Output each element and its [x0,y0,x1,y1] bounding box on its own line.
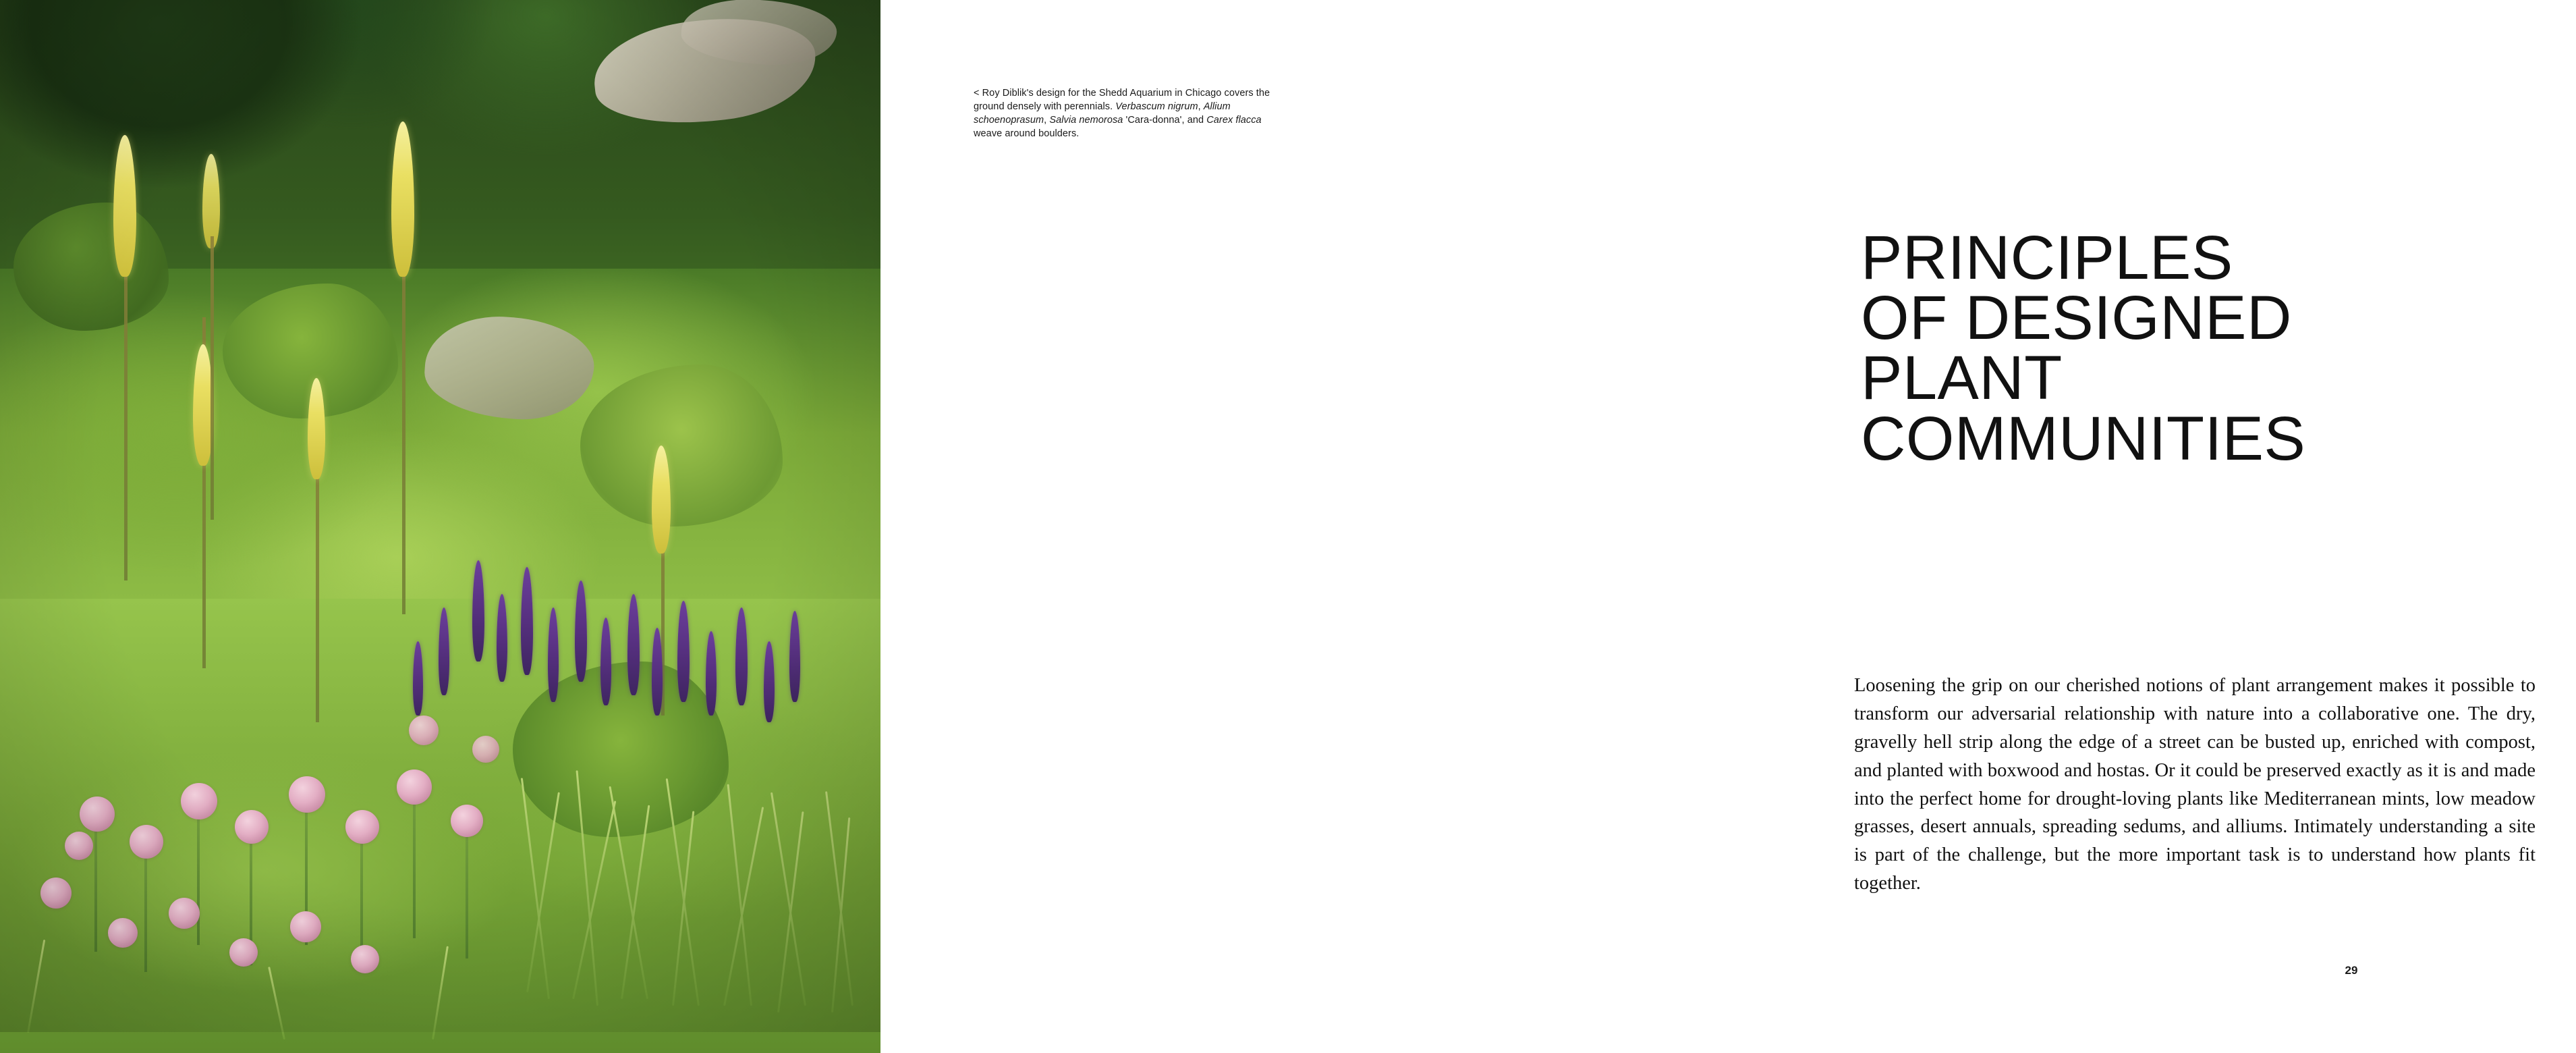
verbascum-stem [211,236,214,520]
allium-flower [397,770,432,805]
allium-flower [229,938,258,967]
allium-flower [235,810,269,844]
caption-species-verbascum: Verbascum nigrum [1115,101,1198,112]
caption-species-carex: Carex flacca [1206,115,1262,126]
caption-part-2: , [1198,101,1204,112]
allium-flower [65,832,93,860]
title-line-4: COMMUNITIES [1861,404,2306,473]
text-page [880,0,2536,1032]
allium-stem [466,837,468,959]
allium-flower [40,878,72,909]
photograph-canvas [0,0,880,1032]
title-line-3: PLANT [1861,344,2063,413]
page-title [1861,223,2576,473]
allium-flower [80,796,115,832]
garden-photograph [0,0,880,1032]
figure-caption [974,86,1277,140]
allium-flower [290,911,321,942]
title-line-1: PRINCIPLES [1861,223,2233,292]
allium-flower [181,783,217,819]
allium-flower [345,810,379,844]
allium-flower [472,736,499,763]
allium-stem [413,803,416,938]
page-number: 29 [2345,964,2358,977]
caption-species-salvia: Salvia nemorosa [1049,115,1123,126]
allium-flower [351,945,379,973]
allium-flower [169,898,200,929]
allium-flower [108,918,138,948]
allium-stem [94,830,97,952]
caption-part-5: weave around boulders. [974,128,1080,139]
allium-flower [451,805,483,837]
allium-flower [409,716,439,745]
allium-flower [289,776,325,813]
caption-part-1: < Roy Diblik's design for the Shedd Aquarium in Chicago covers the ground densely with perennials. [974,88,1270,112]
allium-stem [144,857,147,972]
allium-stem [197,817,200,945]
title-line-2: OF DESIGNED [1861,284,2292,353]
caption-part-3: , [1044,115,1050,126]
allium-flower [130,825,163,859]
caption-part-4: 'Cara-donna', and [1123,115,1207,126]
caption-species-allium: Allium schoenoprasum [974,101,1231,126]
body-paragraph: Loosening the grip on our cherished notions of plant arrangement makes it possible to transform our adversarial relationship with nature into a collaborative one. The dry, gravelly hell strip along the edge of a street can be busted up, enriched with compost, and planted with boxwood and hostas. Or it could be preserved exactly as it is and made into the perfect home for drought-loving plants like Mediterranean mints, low meadow grasses, desert annuals, spreading sedums, and alliums. Intimately understanding a site is part of the challenge, but the more important task is to understand how plants fit together. [1854,675,2536,894]
